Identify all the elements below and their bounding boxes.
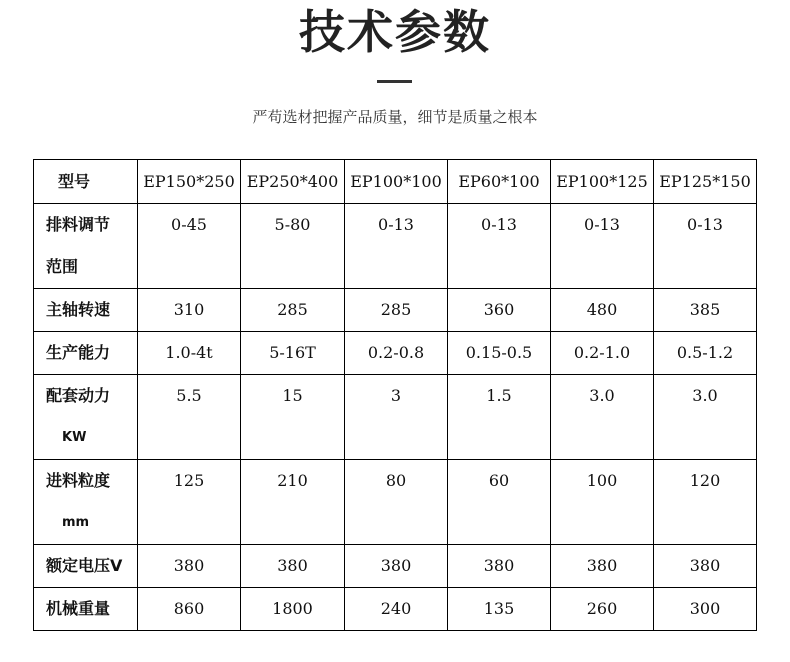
value-cell: 210 <box>241 460 345 545</box>
value-cell: 300 <box>654 588 757 631</box>
value-cell: 380 <box>654 545 757 588</box>
table-row <box>34 460 757 545</box>
value-cell: 80 <box>345 460 448 545</box>
table-row <box>34 332 757 375</box>
value-cell: 0.2-0.8 <box>345 332 448 375</box>
row-label-cell <box>34 289 138 332</box>
row-label-unit: mm <box>62 515 90 530</box>
model-header-cell: EP150*250 <box>138 160 241 204</box>
row-label-line: 范围 <box>46 257 79 276</box>
value-cell: 860 <box>138 588 241 631</box>
value-cell: 380 <box>241 545 345 588</box>
value-cell: 480 <box>551 289 654 332</box>
value-cell: 260 <box>551 588 654 631</box>
value-cell: 5-16T <box>241 332 345 375</box>
value-cell: 135 <box>448 588 551 631</box>
value-cell: 360 <box>448 289 551 332</box>
row-label-cell <box>34 588 138 631</box>
model-header-cell: EP100*125 <box>551 160 654 204</box>
table-row <box>34 375 757 460</box>
table-row <box>34 289 757 332</box>
model-header-cell: EP60*100 <box>448 160 551 204</box>
value-cell: 380 <box>345 545 448 588</box>
table-row <box>34 204 757 289</box>
value-cell: 0.15-0.5 <box>448 332 551 375</box>
value-cell: 0.5-1.2 <box>654 332 757 375</box>
value-cell: 240 <box>345 588 448 631</box>
table-row <box>34 588 757 631</box>
row-label-line: 进料粒度 <box>46 471 111 490</box>
value-cell: 0-45 <box>138 204 241 289</box>
value-cell: 5-80 <box>241 204 345 289</box>
value-cell: 60 <box>448 460 551 545</box>
row-label-line: 生产能力 <box>46 343 111 362</box>
model-header-cell: EP250*400 <box>241 160 345 204</box>
row-label-cell <box>34 204 138 289</box>
table-row <box>34 545 757 588</box>
row-label-line: 配套动力 <box>46 386 111 405</box>
title-underline <box>377 80 412 83</box>
value-cell: 0-13 <box>654 204 757 289</box>
value-cell: 0-13 <box>345 204 448 289</box>
header-label-cell: 型号 <box>34 160 138 204</box>
row-label-cell <box>34 545 138 588</box>
row-label-cell <box>34 375 138 460</box>
table-header-row <box>34 160 757 204</box>
value-cell: 380 <box>551 545 654 588</box>
value-cell: 0-13 <box>551 204 654 289</box>
value-cell: 385 <box>654 289 757 332</box>
row-label-line: 额定电压V <box>46 556 123 575</box>
value-cell: 5.5 <box>138 375 241 460</box>
value-cell: 100 <box>551 460 654 545</box>
row-label-unit: KW <box>62 430 87 445</box>
value-cell: 380 <box>448 545 551 588</box>
row-label-line: 机械重量 <box>46 599 111 618</box>
row-label-cell <box>34 460 138 545</box>
value-cell: 1800 <box>241 588 345 631</box>
value-cell: 0.2-1.0 <box>551 332 654 375</box>
model-header-cell: EP125*150 <box>654 160 757 204</box>
value-cell: 1.0-4t <box>138 332 241 375</box>
row-label-line: 主轴转速 <box>46 300 111 319</box>
value-cell: 380 <box>138 545 241 588</box>
value-cell: 125 <box>138 460 241 545</box>
value-cell: 3.0 <box>551 375 654 460</box>
spec-table <box>33 159 757 631</box>
value-cell: 0-13 <box>448 204 551 289</box>
value-cell: 310 <box>138 289 241 332</box>
page-subtitle: 严苟选材把握产品质量，细节是质量之根本 <box>252 108 538 126</box>
value-cell: 285 <box>345 289 448 332</box>
value-cell: 1.5 <box>448 375 551 460</box>
value-cell: 120 <box>654 460 757 545</box>
value-cell: 15 <box>241 375 345 460</box>
row-label-cell <box>34 332 138 375</box>
value-cell: 3 <box>345 375 448 460</box>
value-cell: 285 <box>241 289 345 332</box>
row-label-line: 排料调节 <box>46 215 111 234</box>
model-header-cell: EP100*100 <box>345 160 448 204</box>
page-title: 技术参数 <box>299 5 491 59</box>
value-cell: 3.0 <box>654 375 757 460</box>
